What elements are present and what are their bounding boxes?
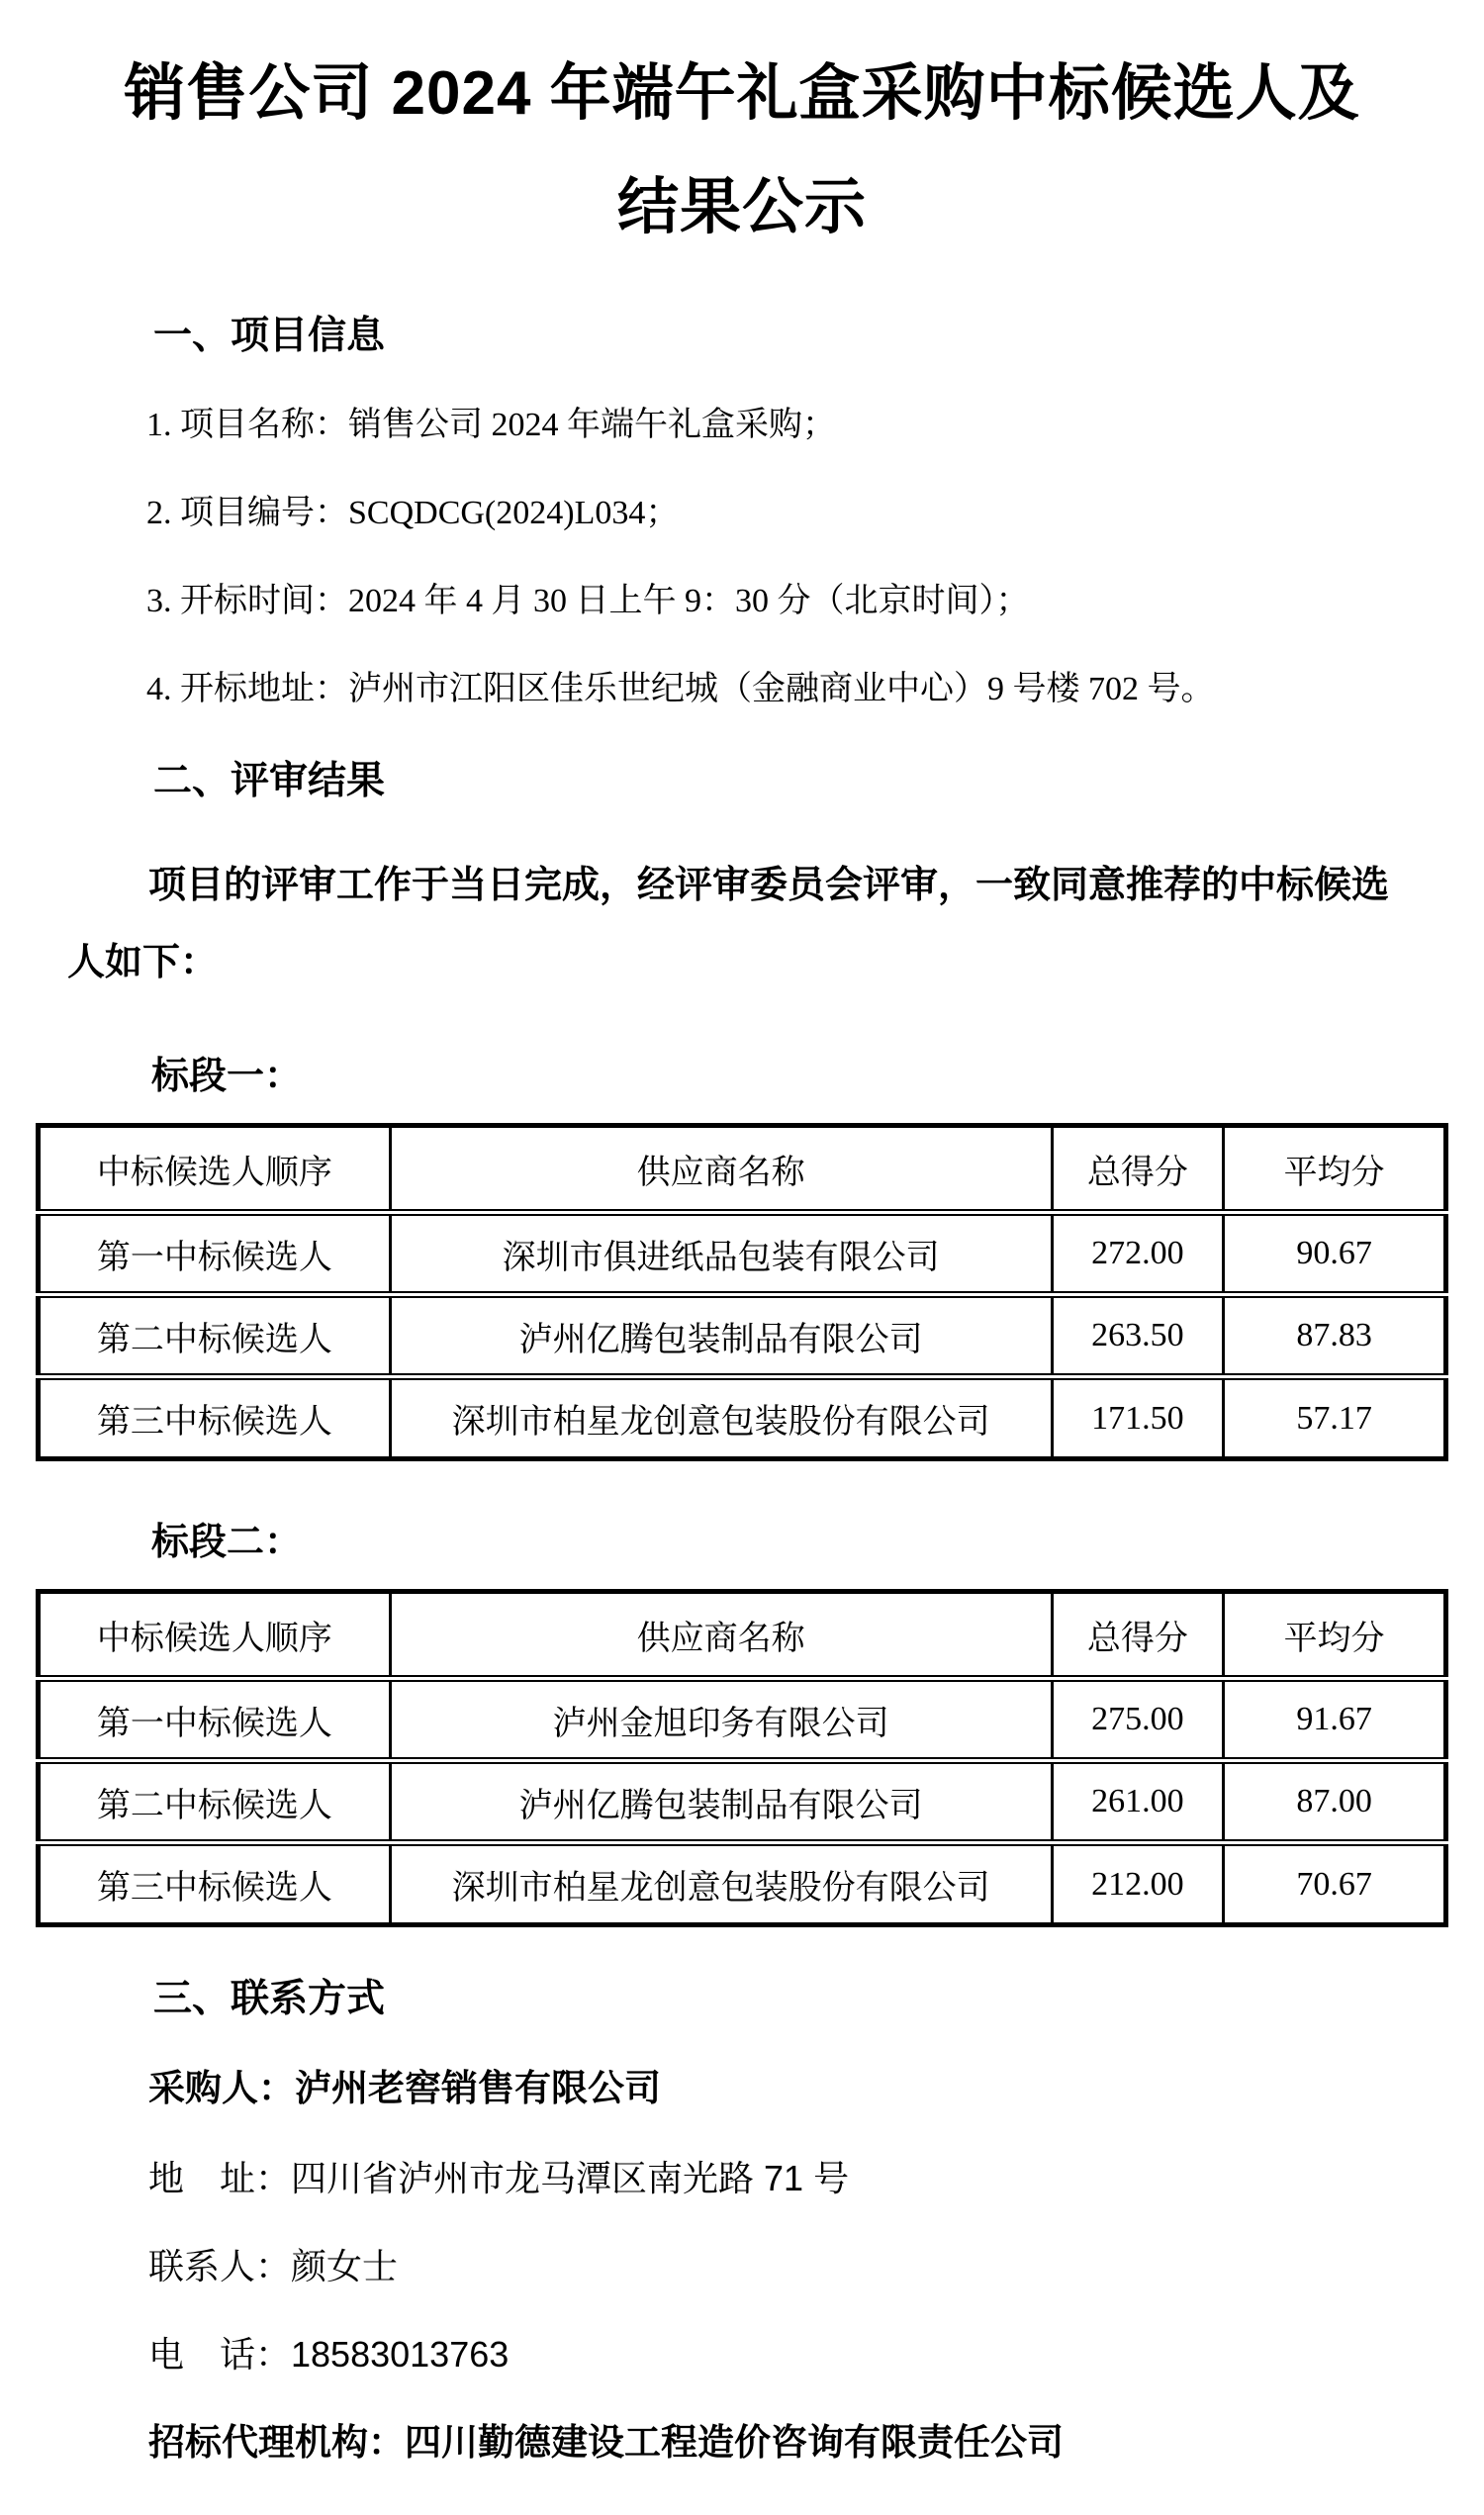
lot1-row3-order: 第三中标候选人 <box>39 1377 391 1459</box>
lot1-row2-total: 263.50 <box>1052 1295 1224 1377</box>
lot1-label: 标段一： <box>151 1056 303 1098</box>
section-heading-project-info: 一、项目信息 <box>153 315 386 358</box>
table-row <box>39 1377 1446 1459</box>
review-summary-paragraph: 项目的评审工作于当日完成，经评审委员会评审，一致同意推荐的中标候选人如下： <box>67 865 1390 984</box>
lot1-row3-total: 171.50 <box>1052 1377 1224 1459</box>
lot1-row2-average: 87.83 <box>1224 1295 1446 1377</box>
lot2-row2-total: 261.00 <box>1052 1761 1224 1843</box>
phone-label: 电 话： <box>148 2334 292 2375</box>
lot1-score-table <box>36 1123 1448 1461</box>
lot1-header-candidate-order: 中标候选人顺序 <box>39 1126 391 1213</box>
lot2-header-average-score: 平均分 <box>1224 1592 1446 1679</box>
purchaser-value: 泸州老窖销售有限公司 <box>295 2068 661 2109</box>
project-item-bid-opening-time: 3. 开标时间：2024 年 4 月 30 日上午 9：30 分（北京时间）； <box>146 582 1030 619</box>
lot1-row1-total: 272.00 <box>1052 1213 1224 1295</box>
contact-person-value: 颜女士 <box>291 2245 399 2286</box>
lot1-header-average-score: 平均分 <box>1224 1126 1446 1213</box>
lot2-row3-total: 212.00 <box>1052 1843 1224 1925</box>
address-label: 地 址： <box>148 2157 292 2198</box>
lot1-row1-order: 第一中标候选人 <box>39 1213 391 1295</box>
contact-line-purchaser <box>148 2067 1448 2110</box>
lot2-header-supplier-name: 供应商名称 <box>390 1592 1052 1679</box>
lot1-header-total-score: 总得分 <box>1052 1126 1224 1213</box>
lot1-row3-average: 57.17 <box>1224 1377 1446 1459</box>
lot2-header-candidate-order: 中标候选人顺序 <box>39 1592 391 1679</box>
table-row <box>39 1761 1446 1843</box>
lot1-row2-order: 第二中标候选人 <box>39 1295 391 1377</box>
lot2-row1-total: 275.00 <box>1052 1679 1224 1761</box>
document-title: 销售公司 2024 年端午礼盒采购中标候选人及结果公示 <box>124 59 1360 241</box>
lot2-header-row <box>39 1592 1446 1679</box>
contact-line-phone <box>148 2333 1448 2375</box>
lot1-header-supplier-name: 供应商名称 <box>390 1126 1052 1213</box>
lot1-row2-supplier: 泸州亿腾包装制品有限公司 <box>390 1295 1052 1377</box>
lot1-header-row <box>39 1126 1446 1213</box>
project-item-bid-opening-address: 4. 开标地址：泸州市江阳区佳乐世纪城（金融商业中心）9 号楼 702 号。 <box>146 670 1215 707</box>
contact-person-label: 联系人： <box>148 2245 292 2286</box>
project-item-number: 2. 项目编号：SCQDCG(2024)L034； <box>146 495 680 532</box>
section-heading-review-results: 二、评审结果 <box>153 760 386 803</box>
lot1-row1-supplier: 深圳市俱进纸品包装有限公司 <box>390 1213 1052 1295</box>
lot2-row2-average: 87.00 <box>1224 1761 1446 1843</box>
address-value: 四川省泸州市龙马潭区南光路 71 号 <box>291 2157 850 2198</box>
table-row <box>39 1843 1446 1925</box>
lot2-row2-supplier: 泸州亿腾包装制品有限公司 <box>390 1761 1052 1843</box>
lot2-score-table <box>36 1589 1448 1927</box>
section-heading-contact: 三、联系方式 <box>153 1978 386 2021</box>
lot2-row3-average: 70.67 <box>1224 1843 1446 1925</box>
contact-line-address <box>148 2157 1448 2199</box>
lot2-row3-order: 第三中标候选人 <box>39 1843 391 1925</box>
lot2-label: 标段二： <box>151 1522 303 1564</box>
table-row <box>39 1213 1446 1295</box>
table-row <box>39 1295 1446 1377</box>
lot2-row2-order: 第二中标候选人 <box>39 1761 391 1843</box>
lot2-row1-average: 91.67 <box>1224 1679 1446 1761</box>
purchaser-label: 采购人： <box>148 2068 295 2109</box>
phone-value: 18583013763 <box>291 2334 510 2375</box>
agency-label: 招标代理机构： <box>148 2422 405 2464</box>
agency-value: 四川勤德建设工程造价咨询有限责任公司 <box>405 2422 1064 2464</box>
table-row <box>39 1679 1446 1761</box>
contact-line-agency <box>148 2421 1448 2465</box>
lot2-row3-supplier: 深圳市柏星龙创意包装股份有限公司 <box>390 1843 1052 1925</box>
lot2-header-total-score: 总得分 <box>1052 1592 1224 1679</box>
project-item-name: 1. 项目名称：销售公司 2024 年端午礼盒采购； <box>146 407 836 444</box>
contact-line-person <box>148 2245 1448 2287</box>
lot2-row1-order: 第一中标候选人 <box>39 1679 391 1761</box>
lot2-row1-supplier: 泸州金旭印务有限公司 <box>390 1679 1052 1761</box>
lot1-row1-average: 90.67 <box>1224 1213 1446 1295</box>
lot1-row3-supplier: 深圳市柏星龙创意包装股份有限公司 <box>390 1377 1052 1459</box>
